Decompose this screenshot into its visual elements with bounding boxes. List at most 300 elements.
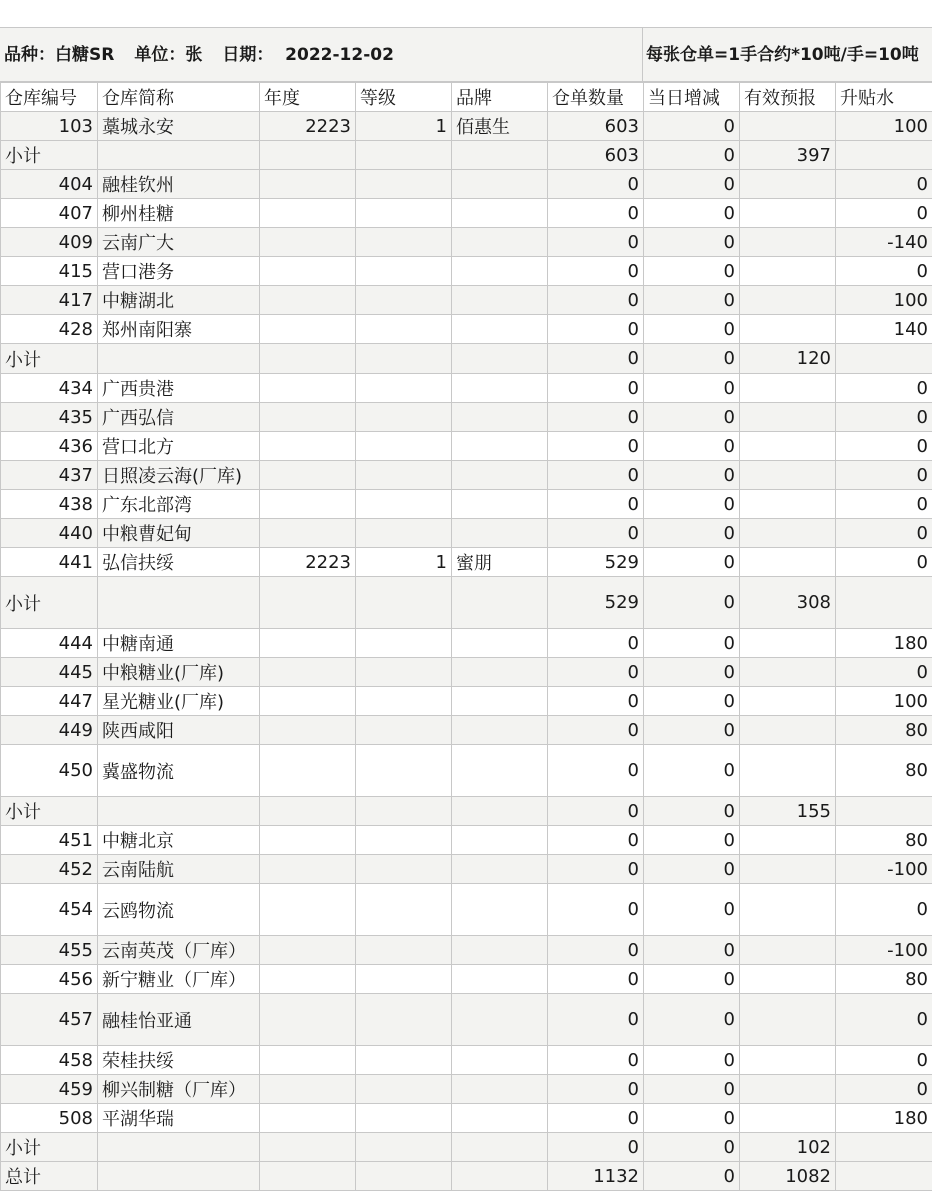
table-cell — [356, 965, 452, 994]
table-cell — [740, 936, 836, 965]
table-cell: 云南英茂（厂库） — [98, 936, 260, 965]
table-cell — [356, 490, 452, 519]
table-cell: 0 — [644, 1133, 740, 1162]
table-cell — [740, 286, 836, 315]
table-cell: 云南陆航 — [98, 855, 260, 884]
table-cell: 0 — [548, 519, 644, 548]
table-cell: 0 — [548, 344, 644, 374]
table-cell — [836, 577, 932, 629]
table-cell: 0 — [644, 199, 740, 228]
table-cell — [356, 286, 452, 315]
table-cell — [356, 519, 452, 548]
table-cell: 中糖湖北 — [98, 286, 260, 315]
table-cell — [260, 403, 356, 432]
column-header: 等级 — [356, 83, 452, 112]
table-cell: 0 — [548, 315, 644, 344]
table-cell — [452, 199, 548, 228]
table-cell: 0 — [836, 432, 932, 461]
table-cell: 102 — [740, 1133, 836, 1162]
table-cell — [260, 577, 356, 629]
table-cell — [356, 1075, 452, 1104]
column-header: 仓库编号 — [1, 83, 98, 112]
table-cell — [452, 228, 548, 257]
table-cell — [452, 855, 548, 884]
table-cell — [452, 965, 548, 994]
table-cell — [452, 519, 548, 548]
table-cell — [740, 716, 836, 745]
table-cell: 0 — [644, 1104, 740, 1133]
table-cell: 438 — [1, 490, 98, 519]
table-cell: 0 — [836, 658, 932, 687]
table-cell: 陕西咸阳 — [98, 716, 260, 745]
table-cell: 0 — [548, 826, 644, 855]
table-cell: 0 — [644, 965, 740, 994]
table-cell — [356, 403, 452, 432]
table-cell: 新宁糖业（厂库） — [98, 965, 260, 994]
table-row — [1, 936, 932, 965]
table-cell: 融桂怡亚通 — [98, 994, 260, 1046]
table-cell — [356, 1104, 452, 1133]
table-cell: 0 — [644, 1075, 740, 1104]
table-cell — [356, 629, 452, 658]
table-cell — [356, 577, 452, 629]
table-cell: 0 — [548, 745, 644, 797]
table-cell — [260, 170, 356, 199]
table-cell — [740, 228, 836, 257]
table-cell: 柳兴制糖（厂库） — [98, 1075, 260, 1104]
table-cell — [98, 141, 260, 170]
table-cell: 0 — [836, 1075, 932, 1104]
table-cell: 508 — [1, 1104, 98, 1133]
table-cell — [260, 716, 356, 745]
table-cell: 平湖华瑞 — [98, 1104, 260, 1133]
table-cell: 0 — [644, 228, 740, 257]
table-row — [1, 884, 932, 936]
table-cell — [260, 658, 356, 687]
table-cell: 广西弘信 — [98, 403, 260, 432]
table-cell — [740, 315, 836, 344]
table-cell: 0 — [548, 403, 644, 432]
table-cell: 0 — [644, 1162, 740, 1191]
table-row — [1, 519, 932, 548]
table-cell — [260, 461, 356, 490]
table-cell: 450 — [1, 745, 98, 797]
table-cell — [98, 1162, 260, 1191]
column-header: 仓库简称 — [98, 83, 260, 112]
table-cell: 小计 — [1, 797, 98, 826]
table-cell — [452, 315, 548, 344]
table-row — [1, 1104, 932, 1133]
column-header: 仓单数量 — [548, 83, 644, 112]
table-cell — [740, 170, 836, 199]
table-cell — [356, 315, 452, 344]
table-cell: 100 — [836, 112, 932, 141]
table-cell — [452, 286, 548, 315]
subtotal-row — [1, 1133, 932, 1162]
table-cell: 1132 — [548, 1162, 644, 1191]
column-header: 当日增减 — [644, 83, 740, 112]
table-cell — [260, 228, 356, 257]
table-cell — [260, 1075, 356, 1104]
table-cell: 0 — [644, 745, 740, 797]
table-row — [1, 315, 932, 344]
table-cell: 103 — [1, 112, 98, 141]
table-cell: 0 — [644, 577, 740, 629]
table-cell — [356, 658, 452, 687]
table-cell — [356, 1162, 452, 1191]
table-cell: 0 — [548, 936, 644, 965]
table-cell — [740, 519, 836, 548]
table-cell: 529 — [548, 548, 644, 577]
table-cell — [356, 826, 452, 855]
table-cell — [356, 1046, 452, 1075]
table-cell: 0 — [644, 141, 740, 170]
table-cell: 1 — [356, 112, 452, 141]
table-cell: 0 — [644, 826, 740, 855]
table-cell: 营口港务 — [98, 257, 260, 286]
table-cell — [452, 716, 548, 745]
table-cell — [740, 199, 836, 228]
column-header: 升贴水 — [836, 83, 932, 112]
table-cell: 80 — [836, 965, 932, 994]
table-cell: 星光糖业(厂库) — [98, 687, 260, 716]
table-cell: 柳州桂糖 — [98, 199, 260, 228]
table-cell — [740, 257, 836, 286]
table-cell: 440 — [1, 519, 98, 548]
table-cell: 蜜朋 — [452, 548, 548, 577]
table-cell: 0 — [548, 461, 644, 490]
table-cell — [356, 432, 452, 461]
table-cell — [740, 461, 836, 490]
table-cell — [452, 577, 548, 629]
table-cell — [260, 315, 356, 344]
table-cell: 小计 — [1, 1133, 98, 1162]
table-cell: 中粮曹妃甸 — [98, 519, 260, 548]
table-cell: 454 — [1, 884, 98, 936]
table-cell: 180 — [836, 629, 932, 658]
table-cell: 409 — [1, 228, 98, 257]
table-body — [1, 83, 932, 1191]
table-cell: 广东北部湾 — [98, 490, 260, 519]
table-cell — [452, 461, 548, 490]
table-cell: 455 — [1, 936, 98, 965]
table-cell — [452, 1133, 548, 1162]
table-cell — [836, 1133, 932, 1162]
table-cell — [356, 1133, 452, 1162]
table-cell — [260, 745, 356, 797]
table-row — [1, 745, 932, 797]
table-cell: 404 — [1, 170, 98, 199]
table-cell: 融桂钦州 — [98, 170, 260, 199]
table-row — [1, 461, 932, 490]
table-cell — [740, 855, 836, 884]
table-cell — [98, 1133, 260, 1162]
table-cell: 0 — [836, 994, 932, 1046]
table-cell — [356, 141, 452, 170]
table-cell: 0 — [644, 1046, 740, 1075]
table-cell: 0 — [836, 170, 932, 199]
table-cell: 0 — [836, 199, 932, 228]
table-cell — [452, 1104, 548, 1133]
table-row — [1, 199, 932, 228]
table-cell: 日照凌云海(厂库) — [98, 461, 260, 490]
table-cell — [452, 1046, 548, 1075]
table-cell: 155 — [740, 797, 836, 826]
subtotal-row — [1, 797, 932, 826]
table-cell — [260, 1046, 356, 1075]
table-cell — [740, 658, 836, 687]
column-header-row — [1, 83, 932, 112]
table-cell — [260, 199, 356, 228]
table-cell: 0 — [548, 965, 644, 994]
table-cell: 100 — [836, 687, 932, 716]
table-cell — [452, 936, 548, 965]
table-cell — [260, 490, 356, 519]
table-cell: 郑州南阳寨 — [98, 315, 260, 344]
table-cell: 0 — [548, 994, 644, 1046]
table-cell: 0 — [548, 884, 644, 936]
table-cell: 广西贵港 — [98, 374, 260, 403]
table-cell — [260, 286, 356, 315]
table-cell: 0 — [644, 629, 740, 658]
table-cell — [356, 745, 452, 797]
table-cell — [740, 994, 836, 1046]
table-cell: 0 — [836, 403, 932, 432]
table-cell: 0 — [836, 257, 932, 286]
table-cell — [260, 855, 356, 884]
table-cell: 弘信扶绥 — [98, 548, 260, 577]
table-cell: 0 — [548, 797, 644, 826]
table-cell — [740, 432, 836, 461]
table-cell: 447 — [1, 687, 98, 716]
table-cell — [260, 374, 356, 403]
table-cell: 0 — [644, 257, 740, 286]
table-cell: 0 — [836, 461, 932, 490]
table-cell — [452, 687, 548, 716]
table-cell: 0 — [548, 228, 644, 257]
table-cell: 458 — [1, 1046, 98, 1075]
subtotal-row — [1, 577, 932, 629]
table-cell — [260, 1162, 356, 1191]
table-cell — [452, 884, 548, 936]
table-cell: 0 — [836, 1046, 932, 1075]
table-cell — [260, 797, 356, 826]
table-cell: 452 — [1, 855, 98, 884]
report-header — [0, 28, 932, 82]
table-cell: 417 — [1, 286, 98, 315]
table-cell: 428 — [1, 315, 98, 344]
table-cell — [836, 344, 932, 374]
table-cell: 0 — [644, 461, 740, 490]
table-cell: 0 — [836, 490, 932, 519]
table-cell: 457 — [1, 994, 98, 1046]
table-row — [1, 629, 932, 658]
table-cell — [356, 170, 452, 199]
table-cell — [452, 1075, 548, 1104]
table-cell: 436 — [1, 432, 98, 461]
table-row — [1, 687, 932, 716]
table-cell: 100 — [836, 286, 932, 315]
table-cell — [356, 344, 452, 374]
table-cell — [98, 797, 260, 826]
table-cell — [740, 1046, 836, 1075]
table-cell — [740, 629, 836, 658]
table-cell: 415 — [1, 257, 98, 286]
table-row — [1, 855, 932, 884]
table-cell: 0 — [548, 199, 644, 228]
table-cell — [260, 519, 356, 548]
table-row — [1, 228, 932, 257]
table-cell: 308 — [740, 577, 836, 629]
table-cell: 0 — [644, 432, 740, 461]
top-blank-bar — [0, 0, 932, 28]
table-cell — [740, 884, 836, 936]
table-cell: 0 — [644, 884, 740, 936]
table-cell: 441 — [1, 548, 98, 577]
table-cell — [452, 170, 548, 199]
table-cell — [356, 199, 452, 228]
table-cell: 0 — [836, 519, 932, 548]
table-cell: 0 — [644, 490, 740, 519]
table-cell: 0 — [548, 658, 644, 687]
table-cell — [452, 658, 548, 687]
table-cell: 529 — [548, 577, 644, 629]
table-row — [1, 1046, 932, 1075]
table-cell — [452, 432, 548, 461]
table-cell: 0 — [644, 403, 740, 432]
table-cell: 0 — [644, 519, 740, 548]
table-cell — [740, 965, 836, 994]
table-cell: -100 — [836, 855, 932, 884]
table-row — [1, 658, 932, 687]
table-cell — [260, 1133, 356, 1162]
table-cell: 小计 — [1, 344, 98, 374]
subtotal-row — [1, 1162, 932, 1191]
table-cell: 456 — [1, 965, 98, 994]
table-cell — [836, 1162, 932, 1191]
table-cell: 总计 — [1, 1162, 98, 1191]
table-cell — [260, 344, 356, 374]
table-cell — [260, 884, 356, 936]
table-cell: 0 — [644, 315, 740, 344]
table-cell: 0 — [548, 1046, 644, 1075]
column-header: 有效预报 — [740, 83, 836, 112]
table-cell — [356, 994, 452, 1046]
table-cell: -140 — [836, 228, 932, 257]
table-cell — [260, 826, 356, 855]
table-cell: 0 — [836, 884, 932, 936]
table-row — [1, 490, 932, 519]
table-cell — [356, 797, 452, 826]
subtotal-row — [1, 141, 932, 170]
table-cell: 2223 — [260, 548, 356, 577]
table-cell: 中糖南通 — [98, 629, 260, 658]
table-cell — [356, 461, 452, 490]
table-row — [1, 1075, 932, 1104]
table-cell: 80 — [836, 716, 932, 745]
table-cell: 444 — [1, 629, 98, 658]
table-cell — [740, 826, 836, 855]
table-cell: -100 — [836, 936, 932, 965]
table-cell: 0 — [836, 374, 932, 403]
unit-label: 单位：张 — [134, 45, 203, 65]
table-cell: 603 — [548, 112, 644, 141]
table-cell: 0 — [548, 257, 644, 286]
table-cell: 藁城永安 — [98, 112, 260, 141]
table-cell — [452, 745, 548, 797]
table-cell: 0 — [836, 548, 932, 577]
table-cell: 445 — [1, 658, 98, 687]
table-cell — [260, 257, 356, 286]
header-divider — [642, 28, 643, 82]
table-cell — [740, 490, 836, 519]
table-cell: 0 — [644, 716, 740, 745]
table-cell: 0 — [548, 374, 644, 403]
table-cell: 434 — [1, 374, 98, 403]
table-cell: 0 — [644, 855, 740, 884]
table-cell — [260, 141, 356, 170]
table-cell: 0 — [644, 286, 740, 315]
table-cell — [260, 687, 356, 716]
table-cell: 小计 — [1, 577, 98, 629]
table-cell: 451 — [1, 826, 98, 855]
table-cell: 449 — [1, 716, 98, 745]
table-cell: 459 — [1, 1075, 98, 1104]
table-cell — [260, 994, 356, 1046]
table-cell — [836, 797, 932, 826]
table-cell: 437 — [1, 461, 98, 490]
subtotal-row — [1, 344, 932, 374]
table-cell — [740, 687, 836, 716]
column-header: 年度 — [260, 83, 356, 112]
table-cell — [356, 716, 452, 745]
table-cell: 80 — [836, 826, 932, 855]
table-cell: 0 — [644, 170, 740, 199]
table-cell: 0 — [548, 1133, 644, 1162]
table-cell: 407 — [1, 199, 98, 228]
table-cell: 小计 — [1, 141, 98, 170]
table-cell — [452, 1162, 548, 1191]
table-row — [1, 994, 932, 1046]
table-cell: 0 — [548, 716, 644, 745]
table-cell — [740, 403, 836, 432]
table-row — [1, 112, 932, 141]
table-cell: 云鸥物流 — [98, 884, 260, 936]
column-header: 品牌 — [452, 83, 548, 112]
table-row — [1, 548, 932, 577]
table-cell — [260, 936, 356, 965]
table-cell: 0 — [548, 1075, 644, 1104]
table-cell — [740, 1075, 836, 1104]
table-cell — [260, 965, 356, 994]
table-row — [1, 403, 932, 432]
table-cell: 0 — [548, 490, 644, 519]
table-cell — [452, 490, 548, 519]
table-cell — [452, 257, 548, 286]
table-cell — [452, 374, 548, 403]
table-cell: 0 — [644, 994, 740, 1046]
table-row — [1, 170, 932, 199]
table-cell: 1082 — [740, 1162, 836, 1191]
contract-note: 每张仓单=1手合约*10吨/手=10吨 — [646, 45, 919, 65]
table-row — [1, 286, 932, 315]
table-cell — [740, 745, 836, 797]
table-cell: 冀盛物流 — [98, 745, 260, 797]
table-cell: 0 — [644, 797, 740, 826]
table-row — [1, 432, 932, 461]
table-cell — [98, 577, 260, 629]
table-row — [1, 965, 932, 994]
